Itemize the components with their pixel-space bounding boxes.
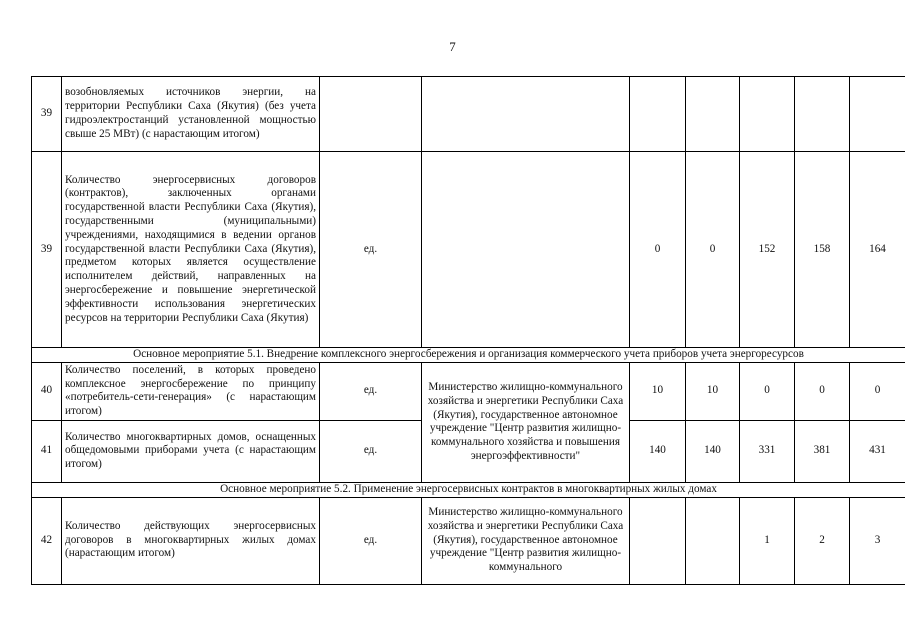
indicator-description: Количество энергосервисных договоров (контрактов), заключенных органами государственной власти Республики Саха (Якутия), государственными (муниципальными) учреждениями, находящимися в ведении органов государственной власти Республики Саха (Якутия), предметом которых является осуществление исполнителем действий, направленных на энергосбережение и повышение энергетической эффективности использования энергетических ресурсов на территории Республики Саха (Якутия) (62, 152, 320, 348)
value-cell: 2 (795, 497, 850, 584)
value-cell: 0 (630, 152, 686, 348)
row-number: 40 (32, 362, 62, 420)
table-row (32, 77, 905, 152)
value-cell: 164 (850, 152, 905, 348)
value-cell: 381 (795, 420, 850, 482)
value-cell: 1 (740, 497, 795, 584)
value-cell (686, 497, 740, 584)
value-cell: 0 (740, 362, 795, 420)
responsible-cell: Министерство жилищно-коммунального хозяйства и энергетики Республики Саха (Якутия), государственное автономное учреждение "Центр развития жилищно-коммунального (422, 497, 630, 584)
row-number: 39 (32, 152, 62, 348)
value-cell: 0 (686, 152, 740, 348)
indicator-description: Количество поселений, в которых проведено комплексное энергосбережение по принципу «потребитель-сети-генерация» (с нарастающим итогом) (62, 362, 320, 420)
value-cell (686, 77, 740, 152)
value-cell: 0 (795, 362, 850, 420)
section-title: Основное мероприятие 5.2. Применение энергосервисных контрактов в многоквартирных жилых домах (32, 482, 905, 497)
indicator-description: возобновляемых источников энергии, на территории Республики Саха (Якутия) (без учета гидроэлектростанций установленной мощностью свыше 25 МВт) (с нарастающим итогом) (62, 77, 320, 152)
unit-cell: ед. (320, 420, 422, 482)
section-header-row (32, 348, 905, 363)
value-cell (740, 77, 795, 152)
unit-cell (320, 77, 422, 152)
section-title: Основное мероприятие 5.1. Внедрение комплексного энергосбережения и организация коммерческого учета приборов учета энергоресурсов (32, 348, 905, 363)
indicator-description: Количество многоквартирных домов, оснащенных общедомовыми приборами учета (с нарастающим итогом) (62, 420, 320, 482)
value-cell (850, 77, 905, 152)
row-number: 39 (32, 77, 62, 152)
value-cell: 158 (795, 152, 850, 348)
responsible-cell: Министерство жилищно-коммунального хозяйства и энергетики Республики Саха (Якутия), государственное автономное учреждение "Центр развития жилищно-коммунального хозяйства и повышения энергоэффективности" (422, 362, 630, 482)
value-cell: 10 (630, 362, 686, 420)
unit-cell: ед. (320, 152, 422, 348)
responsible-cell (422, 77, 630, 152)
unit-cell: ед. (320, 497, 422, 584)
table-row (32, 362, 905, 420)
responsible-cell (422, 152, 630, 348)
table-row (32, 497, 905, 584)
value-cell: 152 (740, 152, 795, 348)
indicators-table (31, 76, 905, 585)
value-cell: 3 (850, 497, 905, 584)
indicator-description: Количество действующих энергосервисных договоров в многоквартирных жилых домах (нарастающим итогом) (62, 497, 320, 584)
value-cell (630, 497, 686, 584)
page-number: 7 (449, 39, 456, 54)
value-cell: 331 (740, 420, 795, 482)
value-cell (630, 77, 686, 152)
unit-cell: ед. (320, 362, 422, 420)
value-cell: 140 (630, 420, 686, 482)
row-number: 41 (32, 420, 62, 482)
value-cell: 431 (850, 420, 905, 482)
value-cell: 140 (686, 420, 740, 482)
value-cell: 0 (850, 362, 905, 420)
value-cell: 10 (686, 362, 740, 420)
row-number: 42 (32, 497, 62, 584)
value-cell (795, 77, 850, 152)
table-row (32, 152, 905, 348)
section-header-row (32, 482, 905, 497)
